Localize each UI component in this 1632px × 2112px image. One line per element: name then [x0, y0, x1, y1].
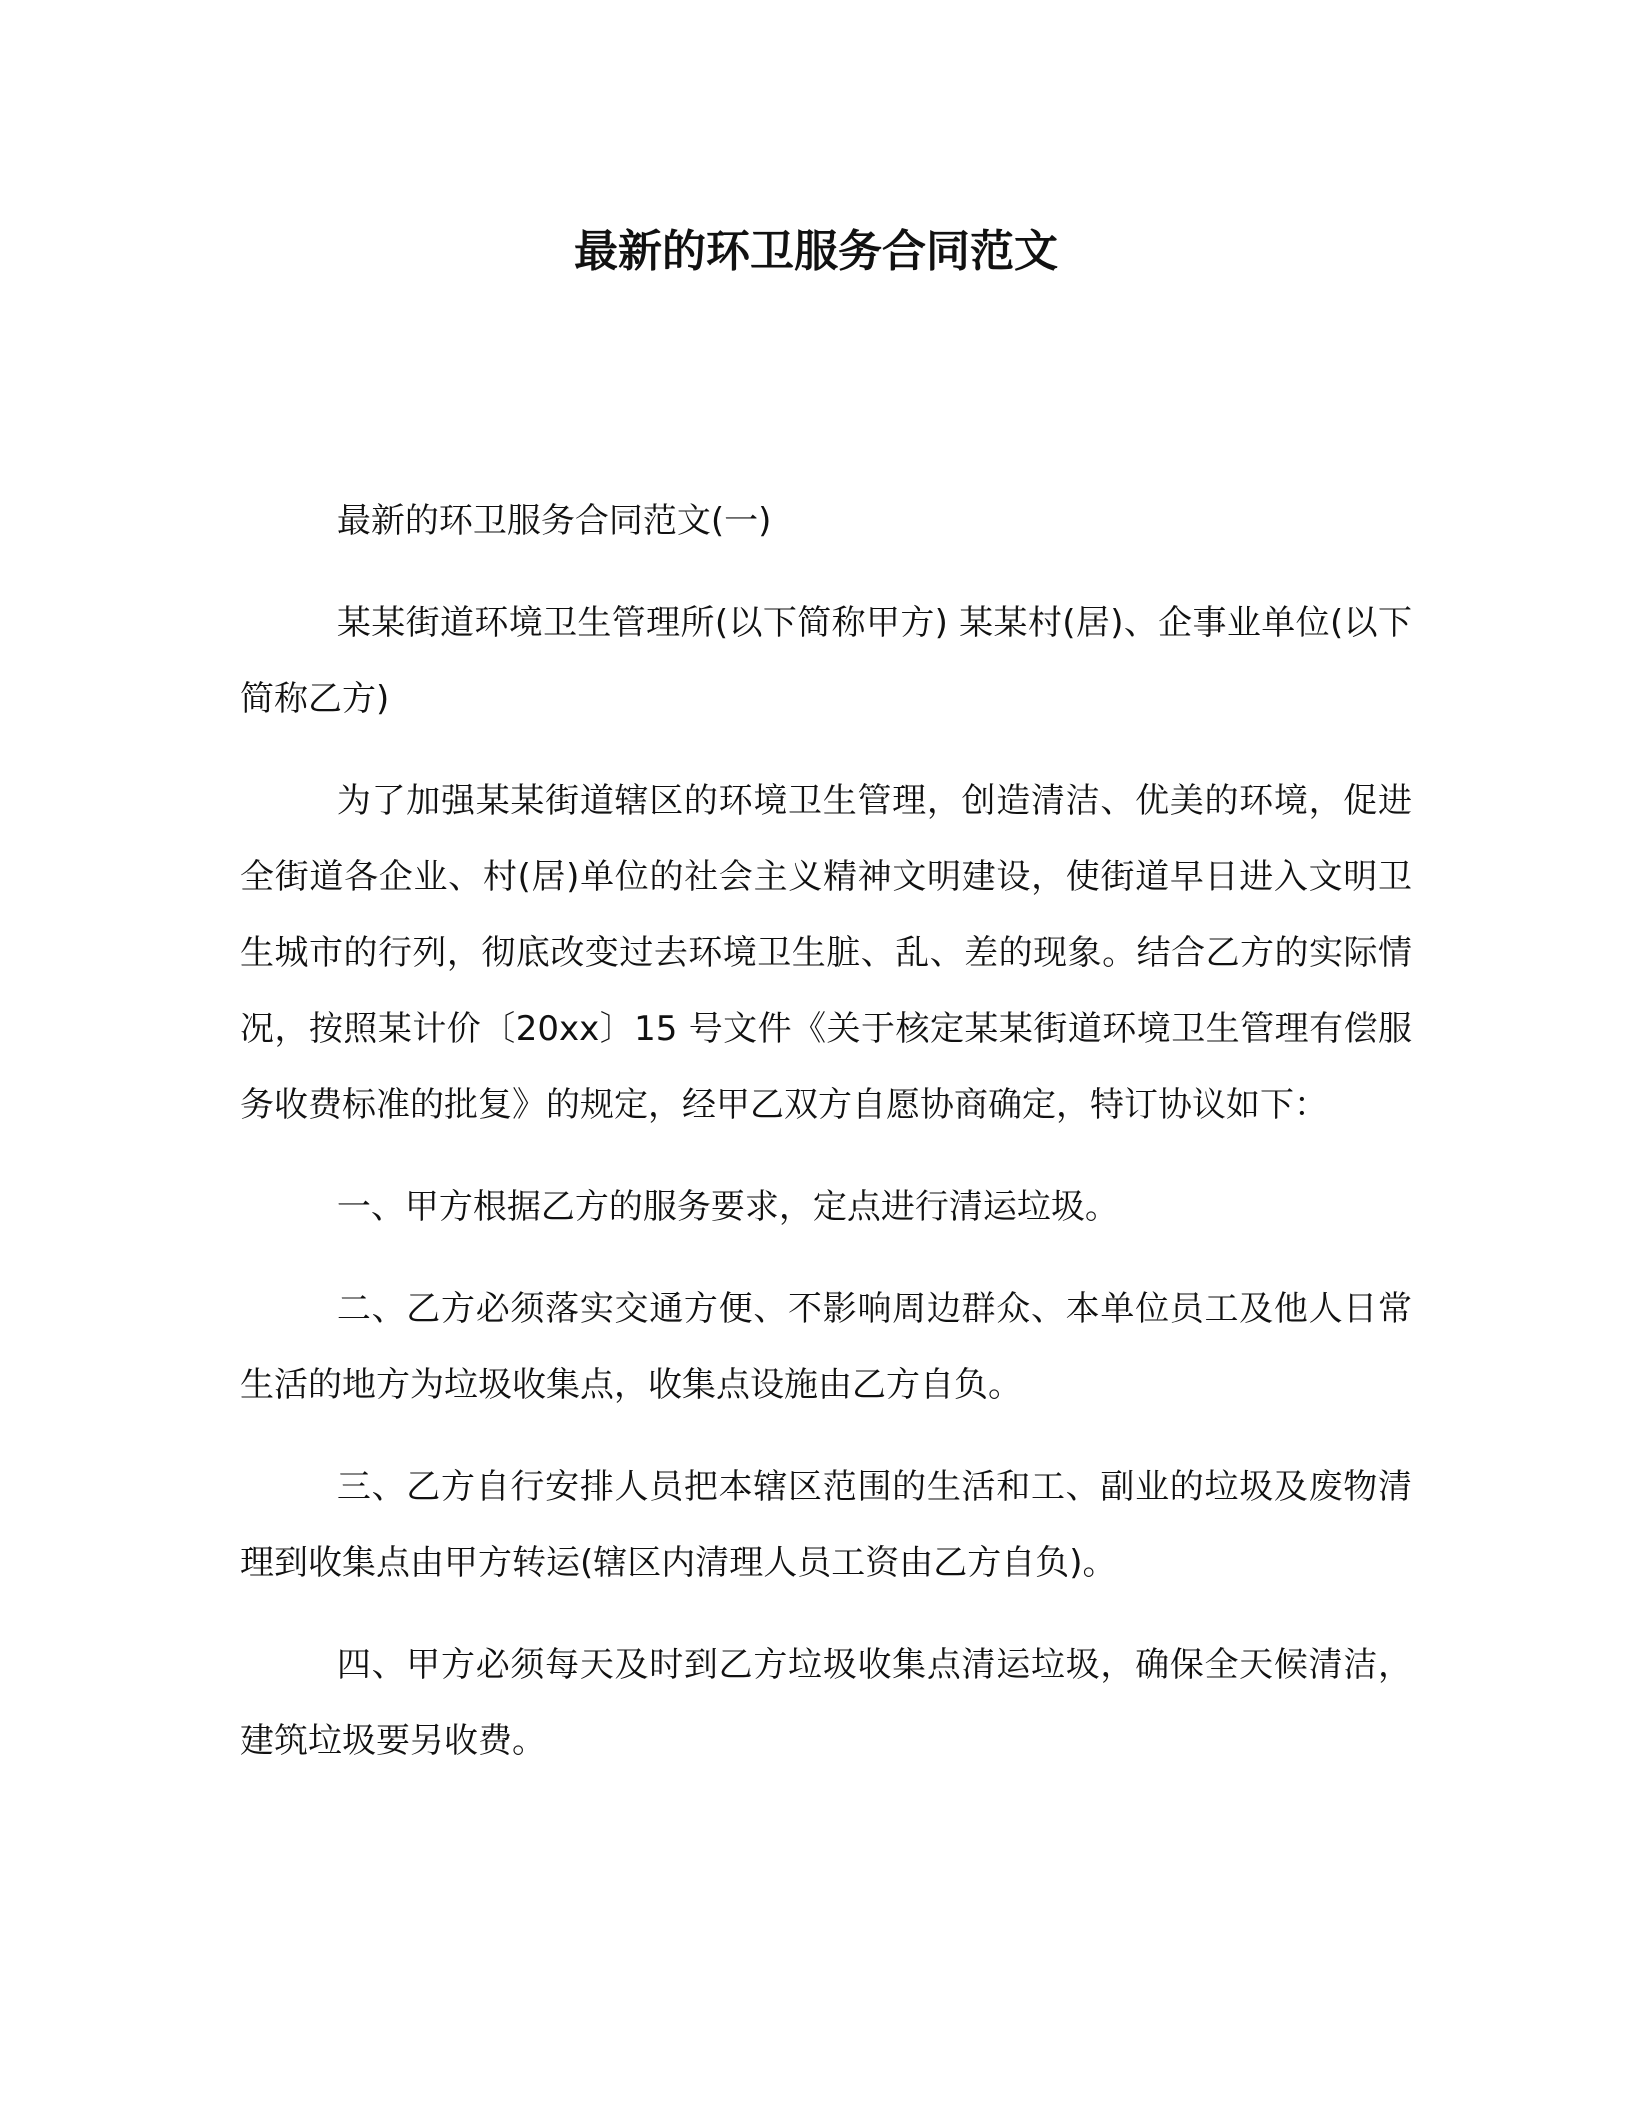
- preamble-paragraph: 为了加强某某街道辖区的环境卫生管理，创造清洁、优美的环境，促进全街道各企业、村(居)单位的社会主义精神文明建设，使街道早日进入文明卫生城市的行列，彻底改变过去环境卫生脏、乱、差的现象。结合乙方的实际情况，按照某计价〔20xx〕15 号文件《关于核定某某街道环境卫生管理有偿服务收费标准的批复》的规定，经甲乙双方自愿协商确定，特订协议如下：: [240, 781, 1412, 1125]
- clause-4: 四、甲方必须每天及时到乙方垃圾收集点清运垃圾，确保全天候清洁，建筑垃圾要另收费。: [240, 1645, 1412, 1761]
- section-heading: 最新的环卫服务合同范文(一): [336, 501, 772, 541]
- document-body: [240, 483, 1412, 1805]
- clause-2: 二、乙方必须落实交通方便、不影响周边群众、本单位员工及他人日常生活的地方为垃圾收集点，收集点设施由乙方自负。: [240, 1289, 1412, 1405]
- parties-paragraph: 某某街道环境卫生管理所(以下简称甲方) 某某村(居)、企事业单位(以下简称乙方): [240, 603, 1412, 719]
- clause-1: 一、甲方根据乙方的服务要求，定点进行清运垃圾。: [336, 1187, 1119, 1227]
- clause-3: 三、乙方自行安排人员把本辖区范围的生活和工、副业的垃圾及废物清理到收集点由甲方转运(辖区内清理人员工资由乙方自负)。: [240, 1467, 1412, 1583]
- document-title: 最新的环卫服务合同范文: [574, 226, 1058, 277]
